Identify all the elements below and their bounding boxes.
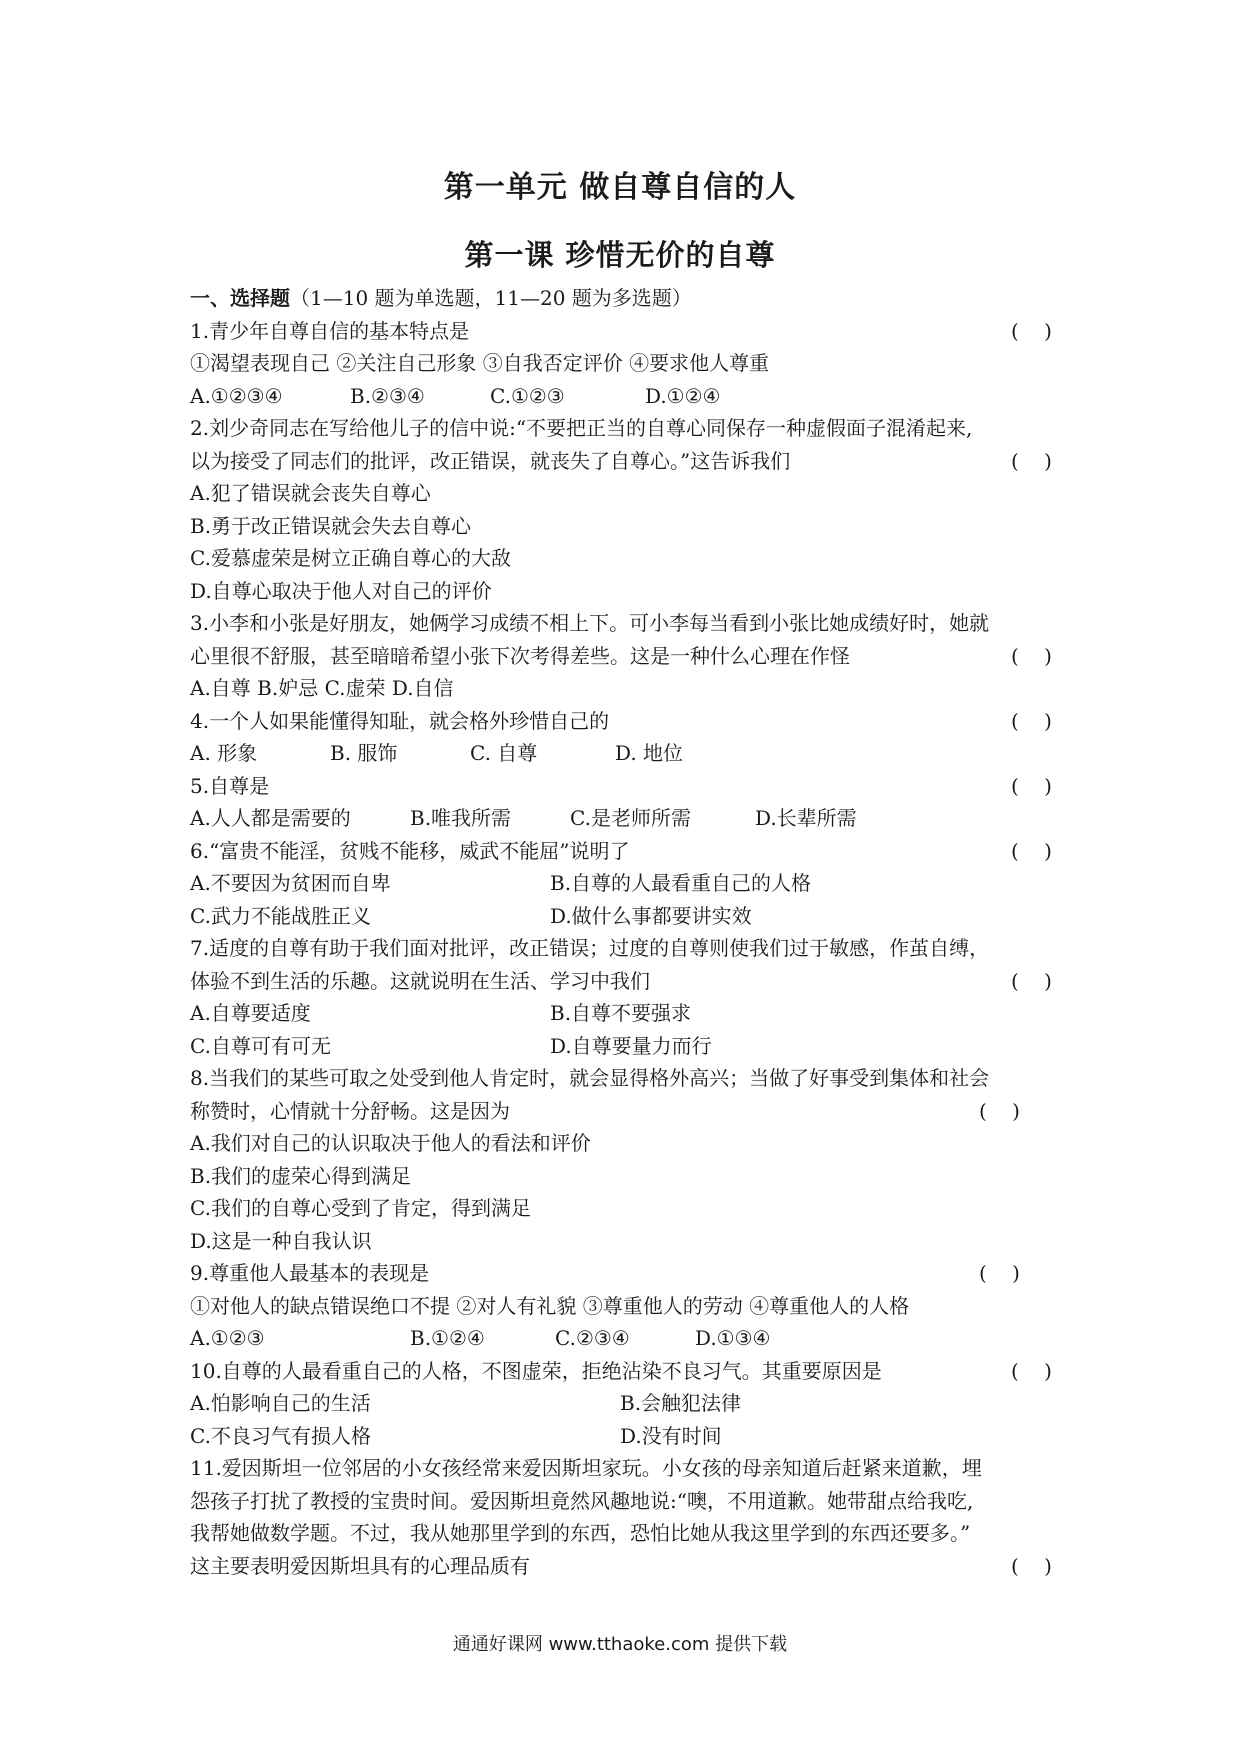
answer-bracket: ( ) (1010, 448, 1052, 473)
option: D. 地位 (615, 741, 684, 765)
option: A.①②③④ (190, 383, 283, 408)
section-title: 一、选择题 (190, 286, 290, 310)
question-stem: 称赞时，心情就十分舒畅。这是因为 ( ) (190, 1095, 1060, 1128)
question-stem: 这主要表明爱因斯坦具有的心理品质有 ( ) (190, 1550, 1060, 1583)
option: B.①②④ (410, 1326, 485, 1350)
option: A.人人都是需要的 (190, 806, 351, 830)
option: C.爱慕虚荣是树立正确自尊心的大敌 (190, 546, 511, 570)
question-options (190, 1420, 1060, 1453)
question-stem: 7.适度的自尊有助于我们面对批评，改正错误；过度的自尊则使我们过于敏感，作茧自缚， (190, 936, 990, 960)
option: D.这是一种自我认识 (190, 1228, 372, 1253)
question-stem: 3.小李和小张是好朋友，她俩学习成绩不相上下。可小李每当看到小张比她成绩好时，她就 (190, 611, 990, 635)
option: A. 形象 (190, 741, 258, 765)
question-stem: 8.当我们的某些可取之处受到他人肯定时，就会显得格外高兴；当做了好事受到集体和社会 (190, 1066, 990, 1090)
option: C.不良习气有损人格 (190, 1423, 371, 1448)
question-stem: 我帮她做数学题。不过，我从她那里学到的东西，恐怕比她从我这里学到的东西还要多。” (190, 1521, 971, 1545)
option: A.犯了错误就会丧失自尊心 (190, 481, 431, 505)
question-statements: ①渴望表现自己 ②关注自己形象 ③自我否定评价 ④要求他人尊重 (190, 351, 770, 375)
option: B.自尊的人最看重自己的人格 (550, 871, 812, 895)
option: A.我们对自己的认识取决于他人的看法和评价 (190, 1131, 591, 1155)
page-footer: 通通好课网 www.tthaoke.com 提供下载 (452, 1634, 788, 1655)
option: B.我们的虚荣心得到满足 (190, 1163, 412, 1188)
option: C.自尊可有可无 (190, 1033, 331, 1058)
answer-bracket: ( ) (978, 1261, 1020, 1285)
option: B.会触犯法律 (620, 1391, 742, 1415)
question-stem: 9.尊重他人最基本的表现是 ( ) (190, 1257, 1060, 1290)
section-note: （1—10 题为单选题，11—20 题为多选题） (290, 286, 692, 310)
option: C.武力不能战胜正义 (190, 903, 371, 928)
option: C.是老师所需 (570, 806, 691, 830)
question-stem: 4.一个人如果能懂得知耻，就会格外珍惜自己的 ( ) (190, 705, 1060, 738)
question-list (190, 282, 1060, 1582)
answer-bracket: ( ) (1010, 708, 1052, 733)
option: D.做什么事都要讲实效 (550, 903, 752, 928)
option: B.自尊不要强求 (550, 1001, 692, 1025)
answer-bracket: ( ) (1010, 643, 1052, 668)
option: B. 服饰 (330, 741, 398, 765)
question-options (190, 380, 1060, 413)
option: A.自尊要适度 (190, 1001, 311, 1025)
question-options (190, 997, 1060, 1030)
answer-bracket: ( ) (1010, 1358, 1052, 1383)
option: D.①③④ (695, 1326, 771, 1350)
question-stem: 体验不到生活的乐趣。这就说明在生活、学习中我们 ( ) (190, 965, 1060, 998)
question-options: A.自尊 B.妒忌 C.虚荣 D.自信 (190, 676, 454, 700)
question-stem: 怨孩子打扰了教授的宝贵时间。爱因斯坦竟然风趣地说:“噢，不用道歉。她带甜点给我吃, (190, 1488, 974, 1513)
question-statements: ①对他人的缺点错误绝口不提 ②对人有礼貌 ③尊重他人的劳动 ④尊重他人的人格 (190, 1293, 910, 1318)
option: C.我们的自尊心受到了肯定，得到满足 (190, 1196, 531, 1220)
option: D.自尊心取决于他人对自己的评价 (190, 578, 492, 603)
option: D.没有时间 (620, 1423, 722, 1448)
question-options (190, 1030, 1060, 1063)
question-options (190, 867, 1060, 900)
answer-bracket: ( ) (1010, 1553, 1052, 1578)
question-stem: 6.“富贵不能淫，贫贱不能移，威武不能屈”说明了 ( ) (190, 835, 1060, 868)
option: A.①②③ (190, 1326, 265, 1350)
option: D.长辈所需 (755, 806, 857, 830)
question-stem: 心里很不舒服，甚至暗暗希望小张下次考得差些。这是一种什么心理在作怪 ( ) (190, 640, 1060, 673)
question-stem: 5.自尊是 ( ) (190, 770, 1060, 803)
section-heading (190, 282, 1060, 315)
question-stem: 以为接受了同志们的批评，改正错误，就丧失了自尊心。”这告诉我们 ( ) (190, 445, 1060, 478)
unit-title: 第一单元 做自尊自信的人 (443, 170, 797, 205)
option: B.唯我所需 (410, 806, 512, 830)
answer-bracket: ( ) (1010, 838, 1052, 863)
option: B.勇于改正错误就会失去自尊心 (190, 513, 472, 538)
option: D.①②④ (645, 383, 721, 408)
question-stem: 1.青少年自尊自信的基本特点是 ( ) (190, 315, 1060, 348)
question-stem: 11.爱因斯坦一位邻居的小女孩经常来爱因斯坦家玩。小女孩的母亲知道后赶紧来道歉，埋 (190, 1456, 982, 1480)
question-options (190, 737, 1060, 770)
answer-bracket: ( ) (1010, 318, 1052, 343)
question-options (190, 802, 1060, 835)
lesson-title: 第一课 珍惜无价的自尊 (464, 238, 776, 272)
option: C.②③④ (555, 1326, 630, 1350)
question-options (190, 1387, 1060, 1420)
question-options (190, 1322, 1060, 1355)
option: C. 自尊 (470, 741, 538, 765)
option: D.自尊要量力而行 (550, 1033, 712, 1058)
option: A.怕影响自己的生活 (190, 1391, 371, 1415)
option: A.不要因为贫困而自卑 (190, 871, 391, 895)
option: C.①②③ (490, 383, 565, 408)
answer-bracket: ( ) (978, 1098, 1020, 1123)
question-options (190, 900, 1060, 933)
answer-bracket: ( ) (1010, 968, 1052, 993)
answer-bracket: ( ) (1010, 773, 1052, 798)
question-stem: 2.刘少奇同志在写给他儿子的信中说:“不要把正当的自尊心同保存一种虚假面子混淆起来, (190, 416, 973, 440)
question-stem: 10.自尊的人最看重自己的人格，不图虚荣，拒绝沾染不良习气。其重要原因是 ( ) (190, 1355, 1060, 1388)
option: B.②③④ (350, 383, 425, 408)
